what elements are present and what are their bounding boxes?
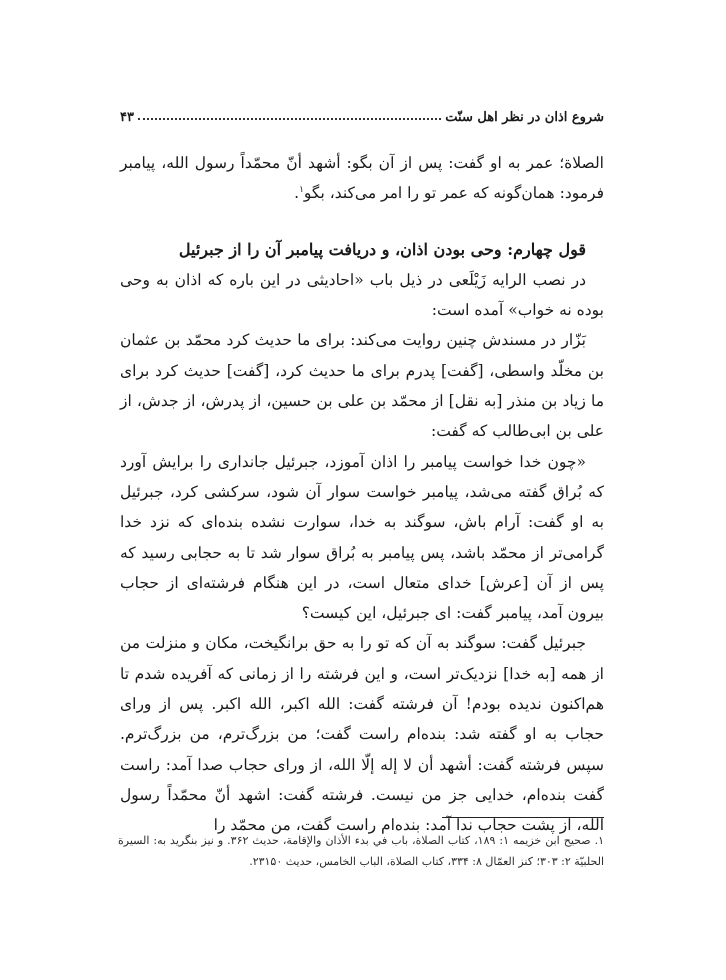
section-heading: قول چهارم: وحی بودن اذان، و دریافت پیامبر آن را از جبرئیل bbox=[178, 239, 586, 259]
paragraph-1-end: . bbox=[294, 184, 300, 203]
footnote-separator bbox=[442, 817, 604, 818]
footnote bbox=[118, 830, 604, 872]
header-leader-dots bbox=[138, 118, 441, 120]
running-header-title: شروع اذان در نظر اهل سنّت bbox=[445, 110, 604, 125]
paragraph-1-text: الصلاة؛ عمر به او گفت: پس از آن بگو: أشهد أنّ محمّداً رسول الله، پیامبر فرمود: همان‌گونه که عمر تو را امر می‌کند، بگو bbox=[120, 154, 604, 203]
paragraph-2: در نصب الرایه زَیْلَعی در ذیل باب «احادیثی در این باره که اذان به وحی بوده نه خواب» آمده است: bbox=[120, 270, 604, 320]
paragraph-3: بَزّار در مسندش چنین روایت می‌کند: برای ما حدیث کرد محمّد بن عثمان بن مخلّد واسطی، [گفت] پدرم برای ما حدیث کرد، [گفت] حدیث کرد برای ما زیاد بن منذر [به نقل] از محمّد بن علی بن حسین، از پدرش، از جدش، از علی بن ابی‌طالب که گفت: bbox=[120, 331, 604, 441]
footnote-1: ۱. صحیح ابن خزیمه ۱: ۱۸۹، کتاب الصلاة، باب في بدء الأذان والإقامة، حدیث ۳۶۲. و نیز بنگرید به: السیرة الحلبیّة ۲: ۳۰۳؛ کنز العمّال ۸: ۳۳۴، کتاب الصلاة، الباب الخامس، حدیث ۲۳۱۵۰. bbox=[118, 834, 605, 868]
running-header bbox=[120, 101, 604, 125]
page-number: ۴۳ bbox=[120, 110, 134, 125]
main-text bbox=[120, 148, 604, 841]
paragraph-4: «چون خدا خواست پیامبر را اذان آموزد، جبرئیل جانداری را برایش آورد که بُراق گفته می‌شد، پیامبر خواست سوار آن شود، سرکشی کرد، جبرئیل به او گفت: آرام باش، سوگند به خدا، سوارت نشده بنده‌ای که نزد خدا گرامی‌تر از محمّد باشد، پس پیامبر به بُراق سوار شد تا به حجابی رسید که پس از آن [عرش] خدای متعال است، در این هنگام فرشته‌ای از حجاب بیرون آمد، پیامبر گفت: ای جبرئیل، این کیست؟ bbox=[120, 452, 604, 623]
paragraph-5: جبرئیل گفت: سوگند به آن که تو را به حق برانگیخت، مکان و منزلت من از همه [به خدا] نزدیک‌تر است، و این فرشته را از زمانی که آفریده شدم تا هم‌اکنون ندیده بودم! آن فرشته گفت: الله اکبر، الله اکبر. پس از ورای حجاب به او گفته شد: بنده‌ام راست گفت؛ من بزرگ‌ترم، من بزرگ‌ترم. سپس فرشته گفت: أشهد أن لا إله إلّا الله، از ورای حجاب صدا آمد: راست گفت بنده‌ام، خدایی جز من نیست. فرشته گفت: اشهد أنّ محمّداً رسول الله، از پشت حجاب ندا آمد: بنده‌ام راست گفت، من محمّد را bbox=[120, 634, 604, 835]
footnote-marker: ۱ bbox=[299, 185, 304, 196]
paragraph-1 bbox=[120, 148, 604, 209]
